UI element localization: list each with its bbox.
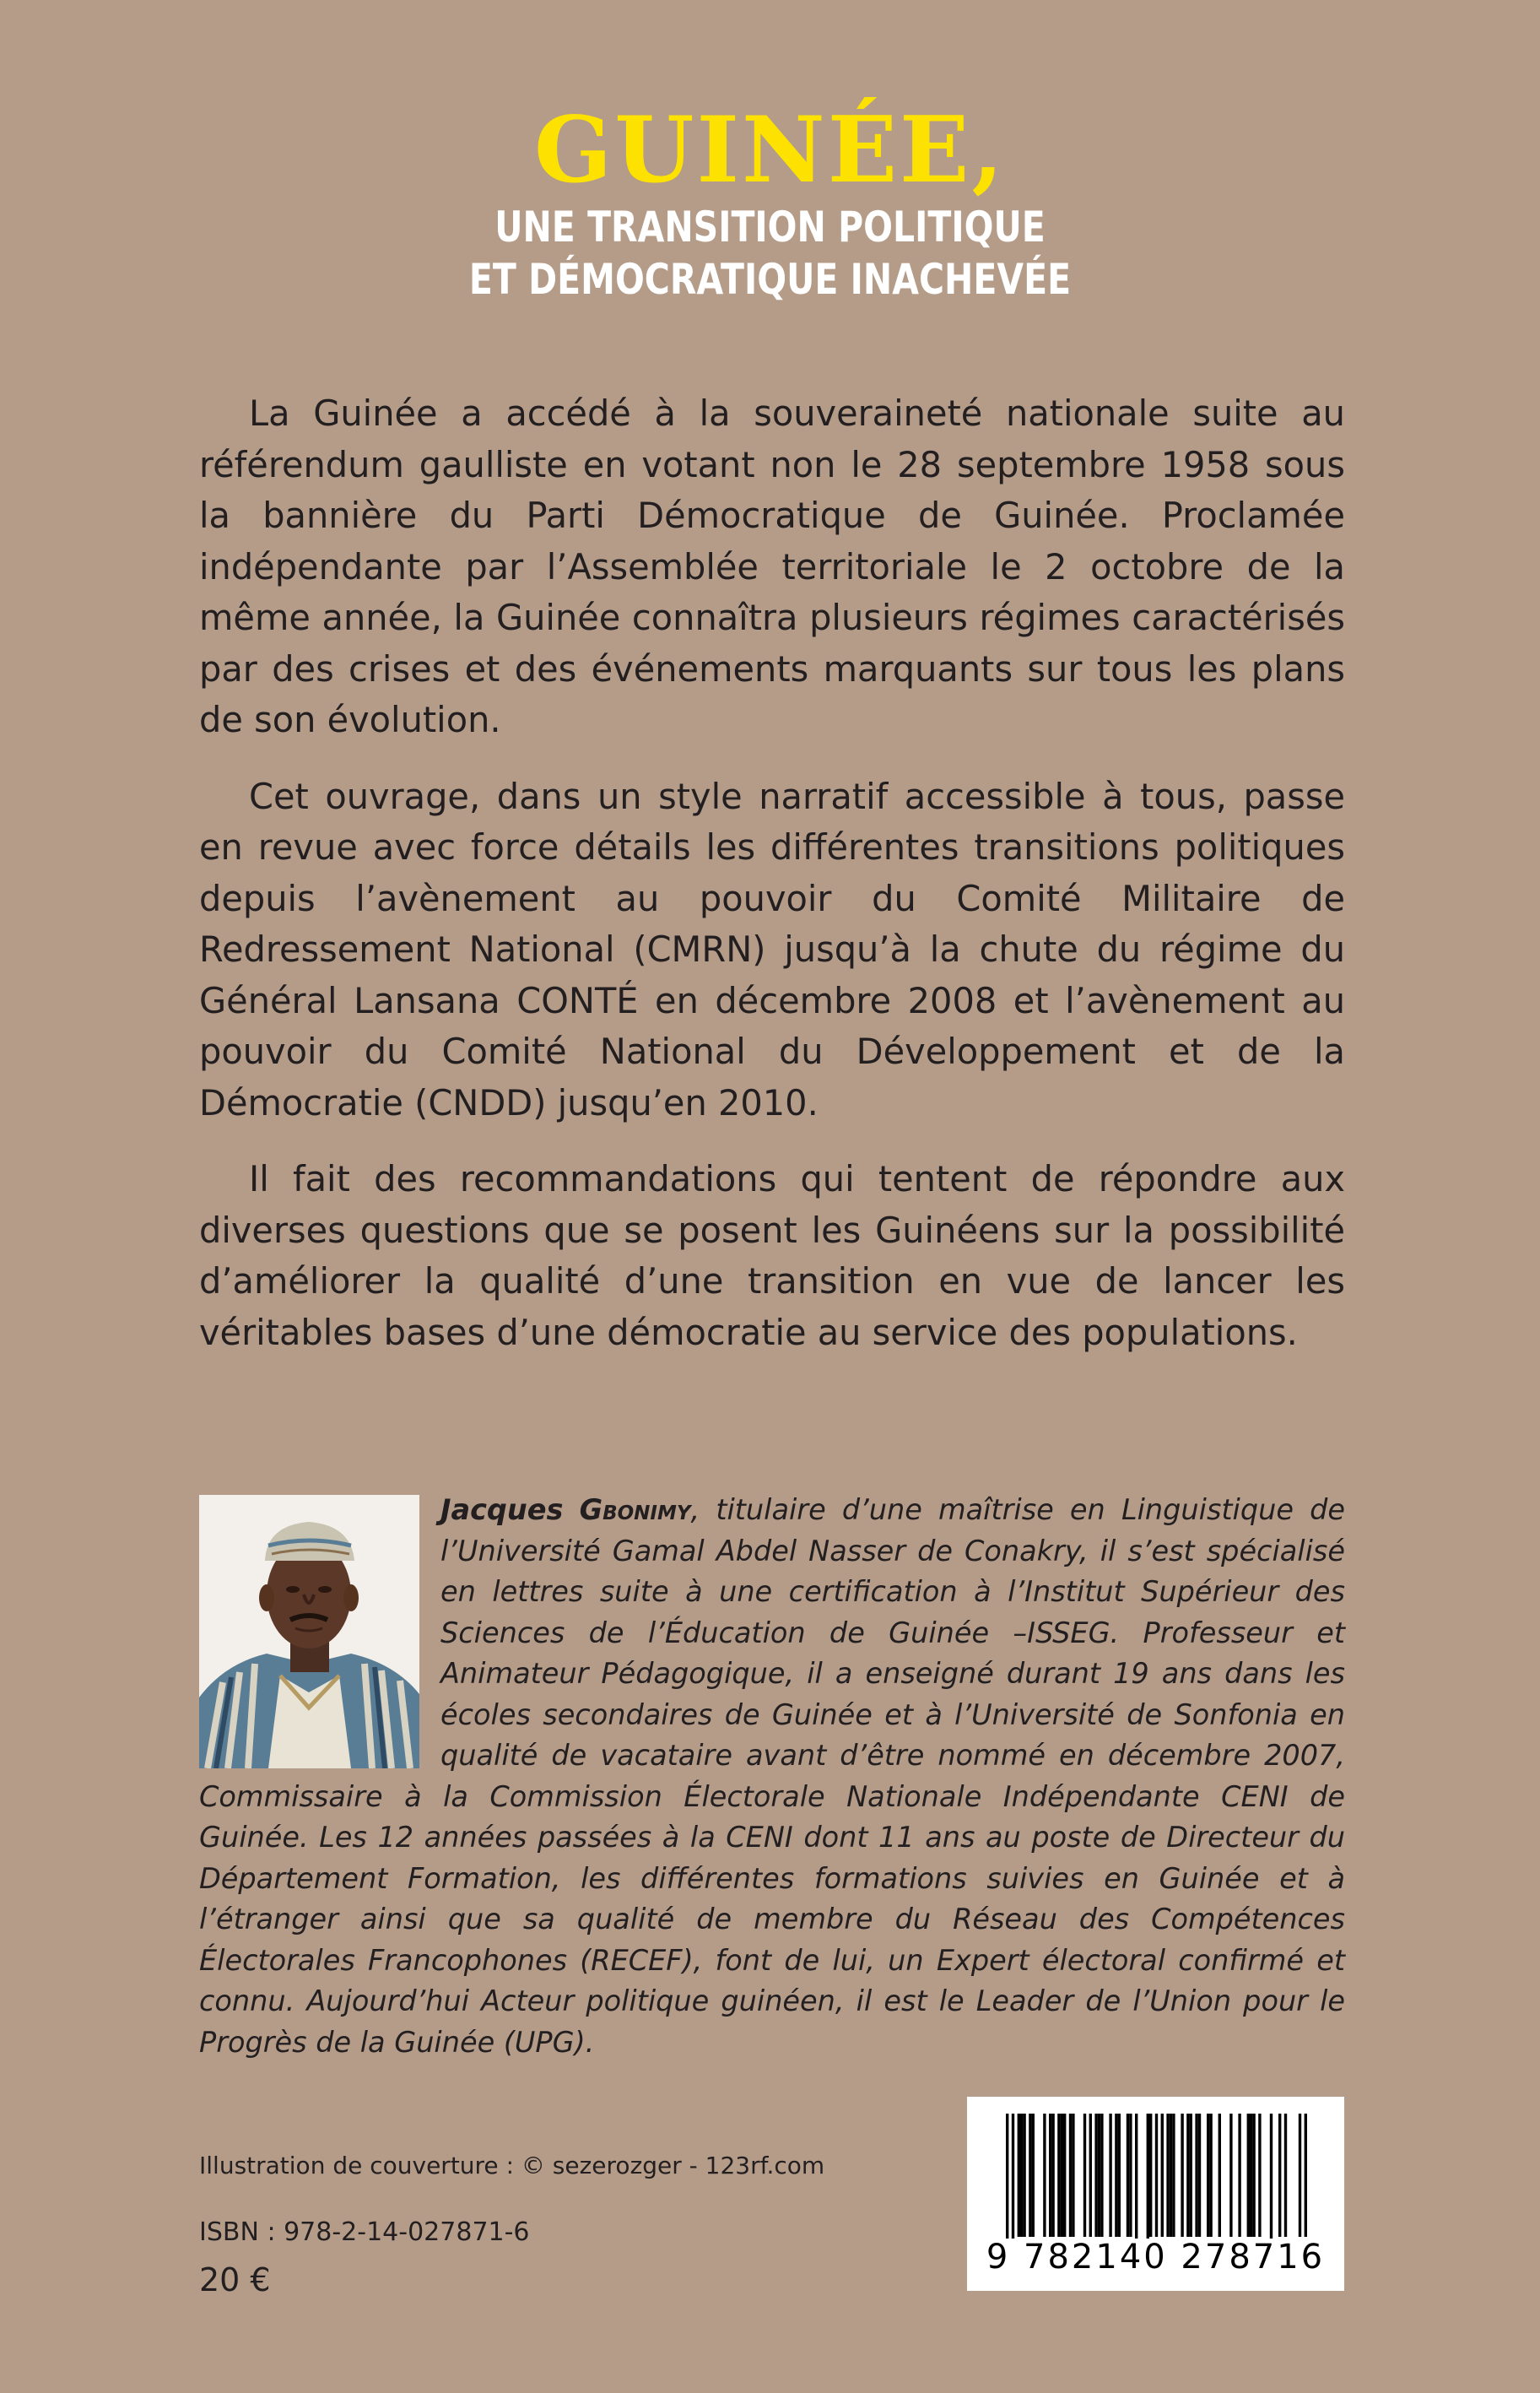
barcode-bar: [1207, 2114, 1209, 2237]
barcode-bar: [1170, 2114, 1172, 2237]
isbn: ISBN : 978-2-14-027871-6: [199, 2217, 530, 2247]
blurb: [199, 388, 1345, 1383]
barcode-bar: [1049, 2114, 1051, 2237]
barcode-bar: [1299, 2114, 1301, 2237]
cover-title: [0, 97, 1540, 306]
barcode-bar: [1278, 2114, 1281, 2237]
barcode-bar: [1195, 2114, 1197, 2237]
barcode: [967, 2097, 1344, 2291]
blurb-paragraph-3: Il fait des recommandations qui tentent de répondre aux diverses questions que se posent les Guinéens sur la possibilité d’améliorer la qualité d’une transition en vue de lancer les véritables bases d’une démocratie au service des populations.: [199, 1158, 1345, 1353]
barcode-bar: [1149, 2114, 1152, 2237]
barcode-bar: [1063, 2114, 1066, 2237]
blurb-paragraph-2: Cet ouvrage, dans un style narratif accessible à tous, passe en revue avec force détails les différentes transitions politiques depuis l’avènement au pouvoir du Comité Militaire de Redressement National (CMRN) jusqu’à la chute du régime du Général Lansana CONTÉ en décembre 2008 et l’avènement au pouvoir du Comité National du Développement et de la Démocratie (CNDD) jusqu’en 2010.: [199, 775, 1345, 1123]
barcode-bar: [1258, 2114, 1261, 2237]
barcode-bar: [1083, 2114, 1086, 2237]
barcode-bar: [1172, 2114, 1175, 2237]
barcode-bar: [1012, 2114, 1014, 2239]
cover-illustration-credit: Illustration de couverture : © sezerozger - 123rf.com: [199, 2152, 825, 2179]
barcode-bar: [1098, 2114, 1100, 2237]
barcode-bar: [1069, 2114, 1072, 2237]
barcode-bar: [1247, 2114, 1250, 2237]
book-subtitle-line-1: UNE TRANSITION POLITIQUE: [494, 203, 1046, 252]
barcode-bar: [1147, 2114, 1149, 2239]
author-surname: Gbonimy: [579, 1493, 691, 1526]
barcode-digits: 9 782140 278716: [986, 2238, 1326, 2277]
barcode-bar: [1218, 2114, 1221, 2237]
blurb-paragraph-1: La Guinée a accédé à la souveraineté nationale suite au référendum gaulliste en votant non le 28 septembre 1958 sous la bannière du Parti Démocratique de Guinée. Proclamée indépendante par l’Assemblée territoriale le 2 octobre de la même année, la Guinée connaîtra plusieurs régimes caractérisés par des crises et des événements marquants sur tous les plans de son évolution.: [199, 393, 1345, 740]
barcode-bar: [1127, 2114, 1129, 2237]
barcode-bar: [1006, 2114, 1008, 2239]
price: 20 €: [199, 2261, 271, 2298]
barcode-bar: [1057, 2114, 1060, 2237]
barcode-bar: [1238, 2114, 1240, 2237]
barcode-bar: [1155, 2114, 1158, 2237]
barcode-bar: [1023, 2114, 1025, 2237]
barcode-bar: [1250, 2114, 1252, 2237]
barcode-bar: [1229, 2114, 1232, 2237]
barcode-bar: [1161, 2114, 1164, 2237]
barcode-bar: [1209, 2114, 1212, 2237]
barcode-bar: [1115, 2114, 1117, 2237]
barcode-bar: [1270, 2114, 1273, 2239]
barcode-bar: [1051, 2114, 1054, 2237]
barcode-bar: [1018, 2114, 1020, 2237]
barcode-bar: [1061, 2114, 1063, 2237]
barcode-bar: [1109, 2114, 1111, 2237]
barcode-bar: [1072, 2114, 1074, 2237]
book-subtitle-line-2: ET DÉMOCRATIQUE INACHEVÉE: [468, 255, 1072, 304]
barcode-bar: [1094, 2114, 1097, 2237]
barcode-bar: [1089, 2114, 1092, 2237]
author-photo: [199, 1495, 419, 1768]
barcode-bar: [1043, 2114, 1046, 2237]
barcode-bar: [1020, 2114, 1023, 2237]
author-bio-text: , titulaire d’une maîtrise en Linguistique de l’Université Gamal Abdel Nasser de Conakry, il s’est spécialisé en lettres suite à une certification à l’Institut Supérieur des Sciences de l’Éducation de Guinée –ISSEG. Professeur et Animateur Pédagogique, il a enseigné durant 19 ans dans les écoles secondaires de Guinée et à l’Université de Sonfonia en qualité de vacataire avant d’être nommé en décembre 2007, Commissaire à la Commission Électorale Nationale Indépendante CENI de Guinée. Les 12 années passées à la CENI dont 11 ans au poste de Directeur du Département Formation, les différentes formations suivies en Guinée et à l’étranger ainsi que sa qualité de membre du Réseau des Compétences Électorales Francophones (RECEF), font de lui, un Expert électoral confirmé et connu. Aujourd’hui Acteur politique guinéen, il est le Leader de l’Union pour le Progrès de la Guinée (UPG).: [199, 1493, 1345, 2059]
barcode-bar: [1181, 2114, 1183, 2237]
barcode-bar: [1129, 2114, 1132, 2237]
barcode-bar: [1029, 2114, 1031, 2237]
barcode-bar: [1166, 2114, 1169, 2237]
barcode-bar: [1305, 2114, 1307, 2237]
author-portrait-image: [199, 1495, 419, 1768]
barcode-bar: [1284, 2114, 1287, 2237]
book-title: GUINÉE,: [534, 97, 1006, 203]
barcode-bar: [1190, 2114, 1192, 2237]
barcode-bar: [1135, 2114, 1137, 2239]
author-first-name: Jacques: [440, 1493, 564, 1526]
barcode-bar: [1186, 2114, 1189, 2237]
barcode-bar: [1198, 2114, 1201, 2237]
barcode-bar: [1032, 2114, 1035, 2237]
barcode-bar: [1118, 2114, 1121, 2237]
barcode-bar: [1100, 2114, 1103, 2237]
barcode-bar: [1252, 2114, 1255, 2237]
